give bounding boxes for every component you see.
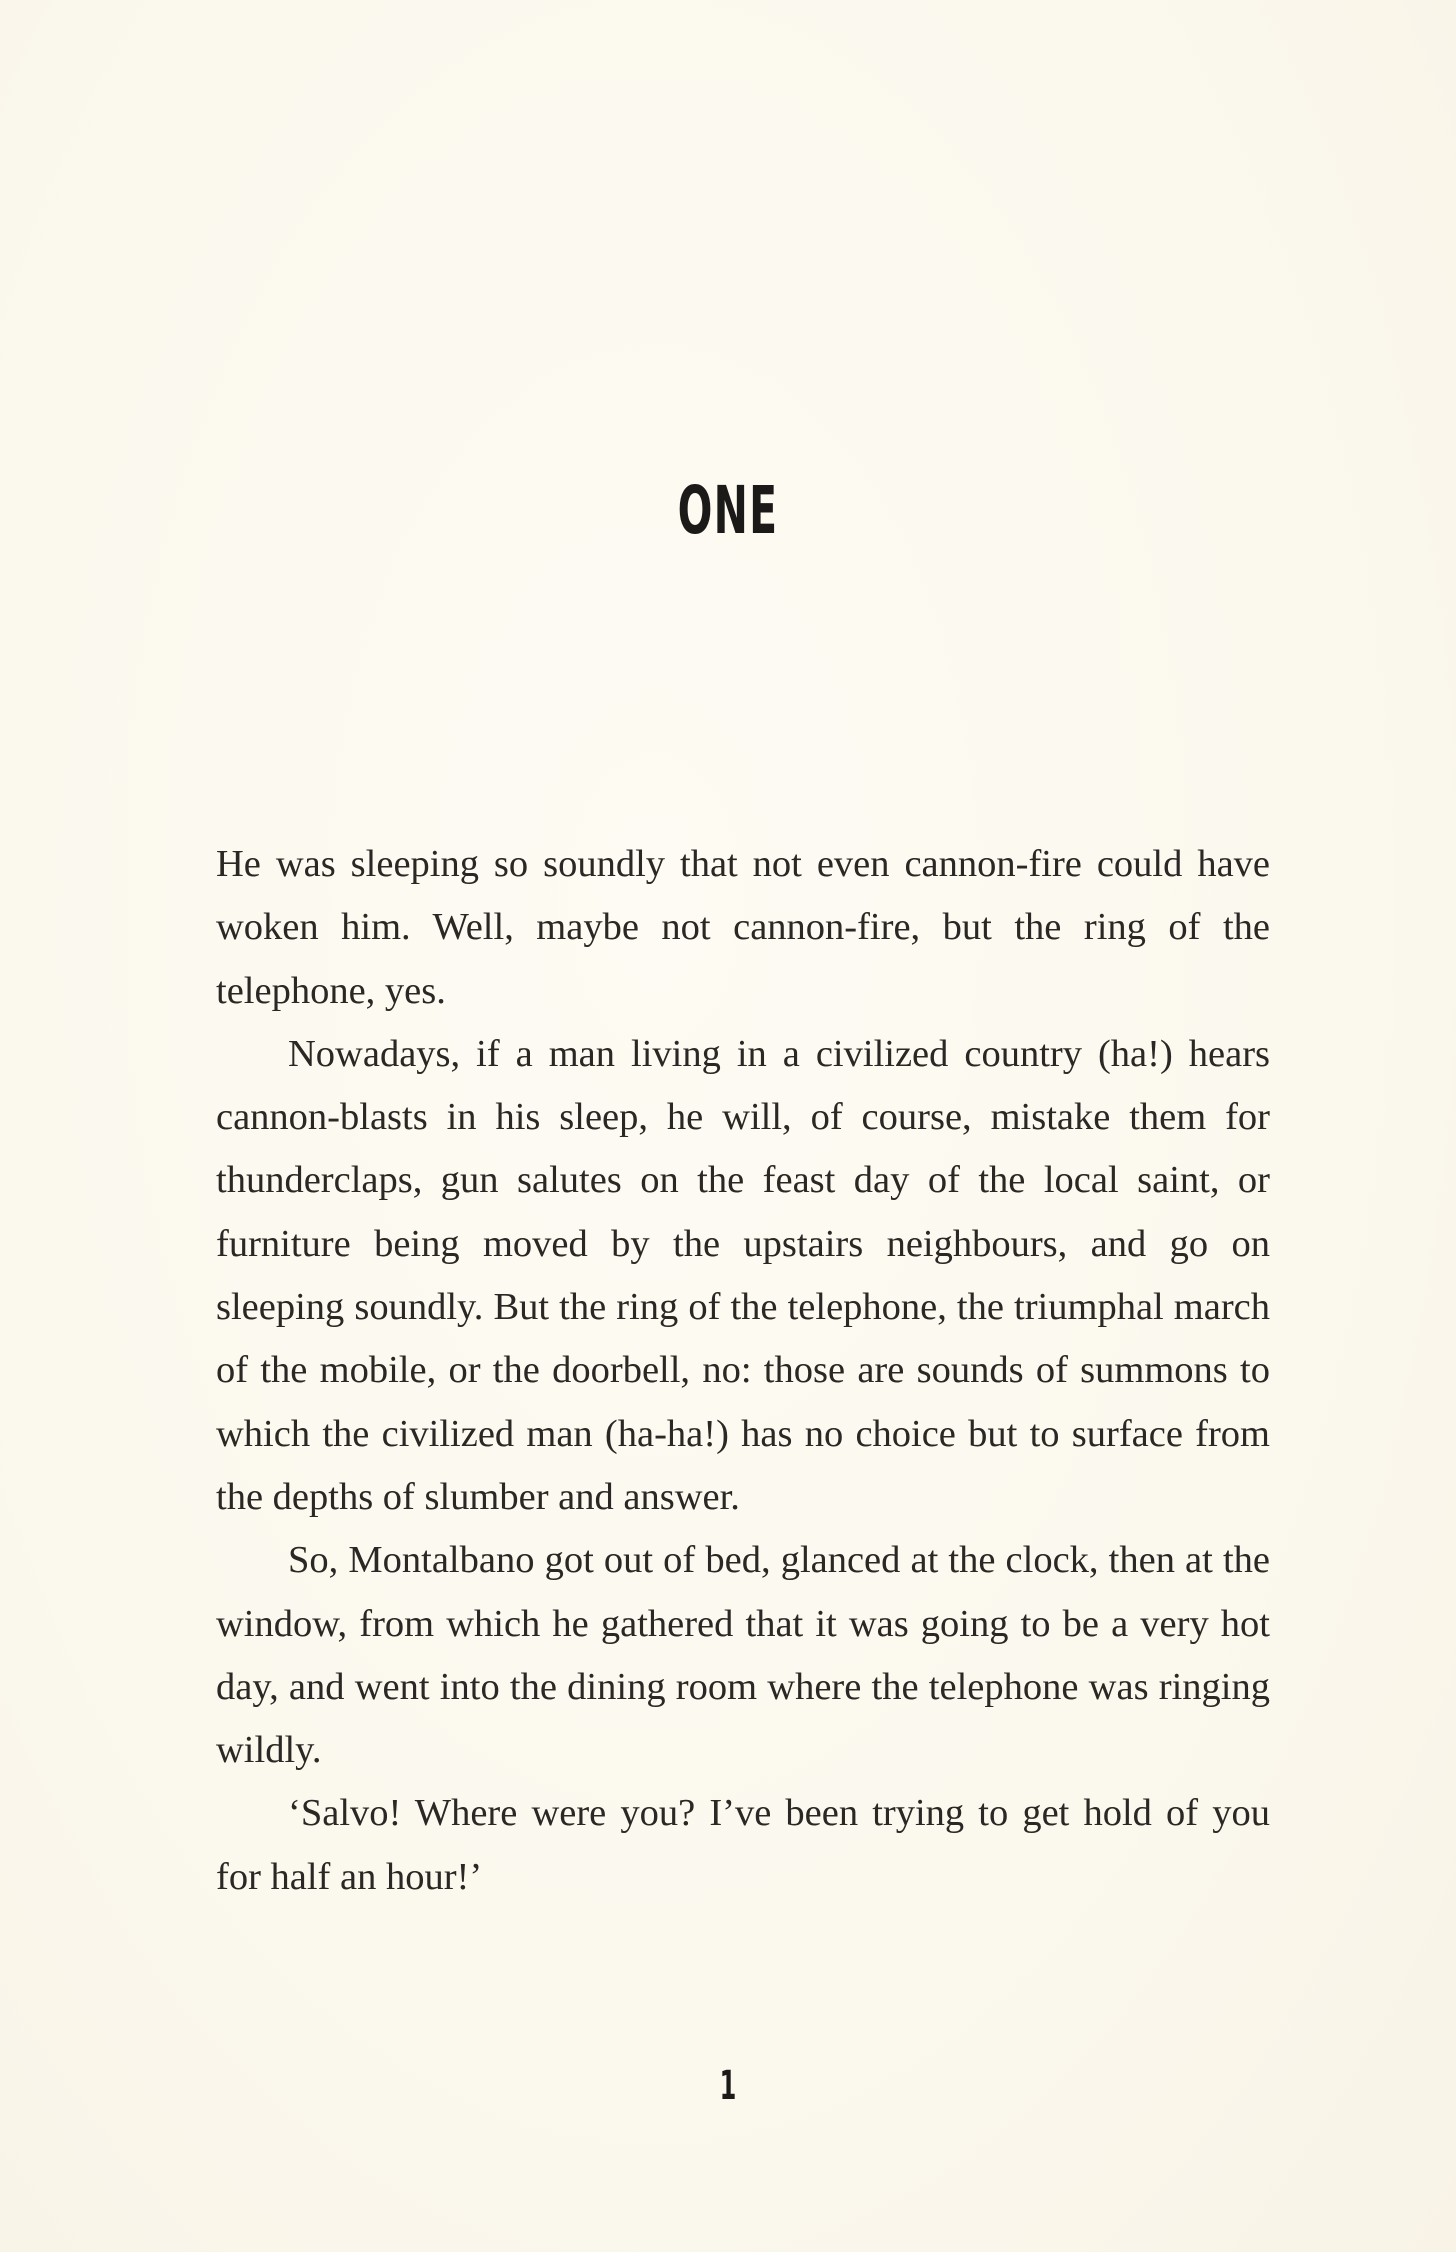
paragraph-4: ‘Salvo! Where were you? I’ve been trying to get hold of you for half an hour!’ (216, 1792, 1270, 1898)
paragraph-3: So, Montalbano got out of bed, glanced at the clock, then at the window, from which he gathered that it was going to be a very hot day, and went into the dining room where the telephone was ringing wildly. (216, 1539, 1270, 1772)
page-number: 1 (719, 2063, 737, 2109)
paragraph-2: Nowadays, if a man living in a civilized country (ha!) hears cannon-blasts in his sleep, he will, of course, mistake them for thunderclaps, gun salutes on the feast day of the local saint, or furniture being moved by the upstairs neighbours, and go on sleeping soundly. But the ring of the telephone, the triumphal march of the mobile, or the doorbell, no: those are sounds of summons to which the civilized man (ha-ha!) has no choice but to surface from the depths of slumber and answer. (216, 1032, 1270, 1518)
chapter-title: ONE (677, 472, 779, 549)
paragraph-1: He was sleeping so soundly that not even cannon-fire could have woken him. Well, maybe not cannon-fire, but the ring of the telephone, yes. (216, 843, 1270, 1012)
chapter-body (216, 833, 1270, 1909)
